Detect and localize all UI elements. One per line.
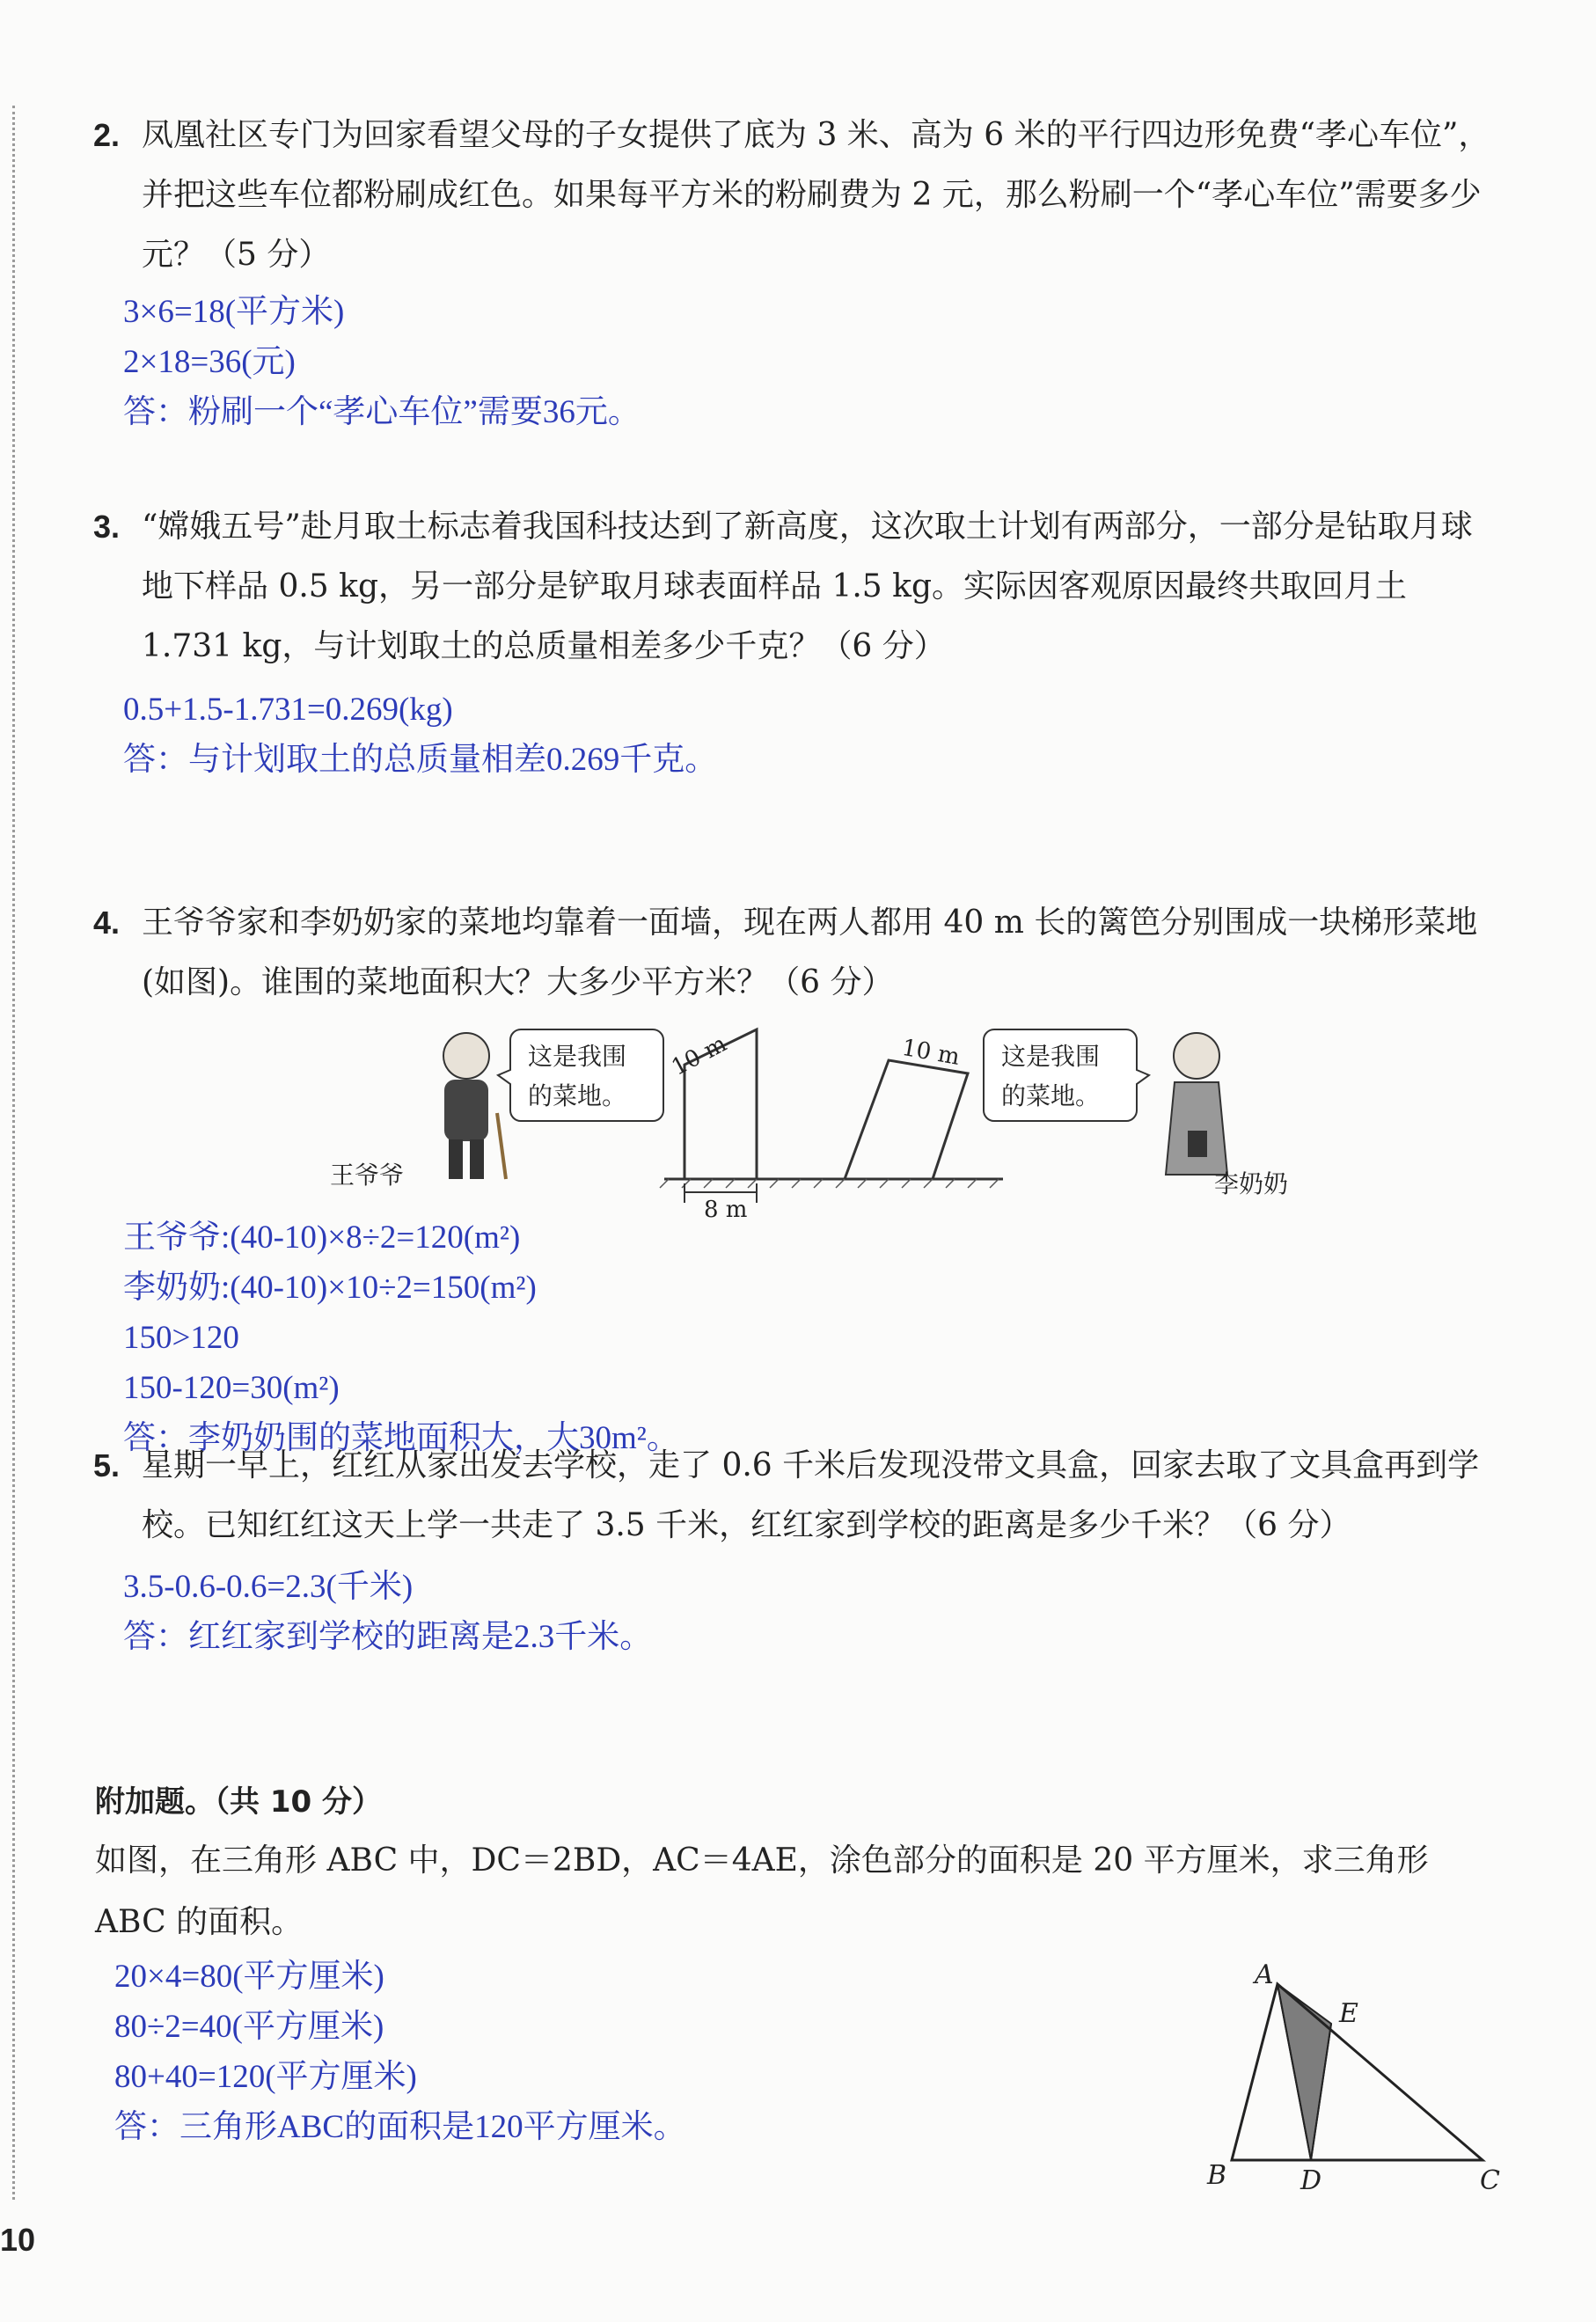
question-5 xyxy=(93,1436,1501,1556)
answer-line: 0.5+1.5-1.731=0.269(kg) xyxy=(123,692,453,728)
dim-right-label: 10 m xyxy=(899,1034,962,1071)
wang-grandpa-illustration xyxy=(443,1033,506,1179)
bubble-right-line2: 的菜地。 xyxy=(1001,1081,1101,1110)
label-li: 李奶奶 xyxy=(1214,1169,1289,1198)
answer-line: 王爷爷:(40-10)×8÷2=120(m²) xyxy=(123,1220,521,1256)
answer-line: 答：红红家到学校的距离是2.3千米。 xyxy=(123,1619,653,1655)
bubble-left-line1: 这是我围 xyxy=(528,1042,627,1071)
binding-margin xyxy=(12,106,15,2200)
vertex-C-label: C xyxy=(1480,2165,1500,2196)
question-number: 5. xyxy=(93,1447,121,1483)
answer-line: 2×18=36(元) xyxy=(123,344,296,380)
question-text: 星期一早上，红红从家出发去学校，走了 0.6 千米后发现没带文具盒，回家去取了文具盒再到学校。已知红红这天上学一共走了 3.5 千米，红红家到学校的距离是多少千米？（6 分） xyxy=(142,1447,1480,1543)
answer-line: 80÷2=40(平方厘米) xyxy=(114,2009,384,2045)
answer-line: 答：粉刷一个“孝心车位”需要36元。 xyxy=(123,394,641,430)
answer-line: 答：与计划取土的总质量相差0.269千克。 xyxy=(123,742,718,778)
question-2 xyxy=(93,106,1501,285)
answer-line: 3×6=18(平方米) xyxy=(123,294,345,330)
vertex-E-label: E xyxy=(1339,1998,1358,2029)
question-text: 凤凰社区专门为回家看望父母的子女提供了底为 3 米、高为 6 米的平行四边形免费“孝心车位”，并把这些车位都粉刷成红色。如果每平方米的粉刷费为 2 元，那么粉刷一个“孝心车位”需要多少元？（5 分） xyxy=(142,117,1490,273)
bonus-text: 如图，在三角形 ABC 中，DC＝2BD，AC＝4AE，涂色部分的面积是 20 平方厘米，求三角形 ABC 的面积。 xyxy=(95,1842,1429,1940)
garden-figure xyxy=(317,1016,1329,1219)
li-garden-shape xyxy=(845,1060,968,1179)
bubble-right-line1: 这是我围 xyxy=(1001,1042,1101,1071)
answer-line: 20×4=80(平方厘米) xyxy=(114,1959,384,1995)
page-number: 10 xyxy=(0,2222,36,2258)
question-text: “嫦娥五号”赴月取土标志着我国科技达到了新高度，这次取土计划有两部分，一部分是钻取月球地下样品 0.5 kg，另一部分是铲取月球表面样品 1.5 kg。实际因客观原因最终共取回月土 1.731 kg，与计划取土的总质量相差多少千克？（6 分） xyxy=(142,509,1473,664)
bonus-answer xyxy=(114,1952,686,2152)
answer-line: 150-120=30(m²) xyxy=(123,1370,340,1406)
question-number: 2. xyxy=(93,117,121,153)
answer-line: 答：李奶奶围的菜地面积大，大30m²。 xyxy=(123,1420,679,1456)
dim-left-label: 10 m xyxy=(667,1030,731,1081)
vertex-B-label: B xyxy=(1207,2160,1227,2191)
vertex-D-label: D xyxy=(1300,2165,1322,2196)
answer-line: 李奶奶:(40-10)×10÷2=150(m²) xyxy=(123,1270,537,1306)
answer-line: 答：三角形ABC的面积是120平方厘米。 xyxy=(114,2109,686,2145)
question-number: 3. xyxy=(93,509,121,545)
triangle-figure xyxy=(1197,1953,1513,2200)
question-4 xyxy=(93,893,1501,1013)
label-wang: 王爷爷 xyxy=(330,1161,405,1190)
answer-2 xyxy=(123,287,641,437)
answer-line: 150>120 xyxy=(123,1320,239,1356)
li-grandma-illustration xyxy=(1166,1033,1227,1175)
answer-line: 3.5-0.6-0.6=2.3(千米) xyxy=(123,1569,414,1605)
answer-5 xyxy=(123,1562,652,1662)
question-number: 4. xyxy=(93,905,121,941)
answer-3 xyxy=(123,685,717,785)
question-3 xyxy=(93,497,1501,677)
answer-4 xyxy=(123,1212,679,1463)
bubble-left-line2: 的菜地。 xyxy=(528,1081,627,1110)
answer-line: 80+40=120(平方厘米) xyxy=(114,2059,417,2095)
question-text: 王爷爷家和李奶奶家的菜地均靠着一面墙，现在两人都用 40 m 长的篱笆分别围成一块梯形菜地(如图)。谁围的菜地面积大？大多少平方米？（6 分） xyxy=(142,905,1478,1000)
bonus-title: 附加题。（共 10 分） xyxy=(95,1784,382,1820)
vertex-A-label: A xyxy=(1255,1959,1274,1990)
dim-base-label: 8 m xyxy=(704,1197,748,1219)
